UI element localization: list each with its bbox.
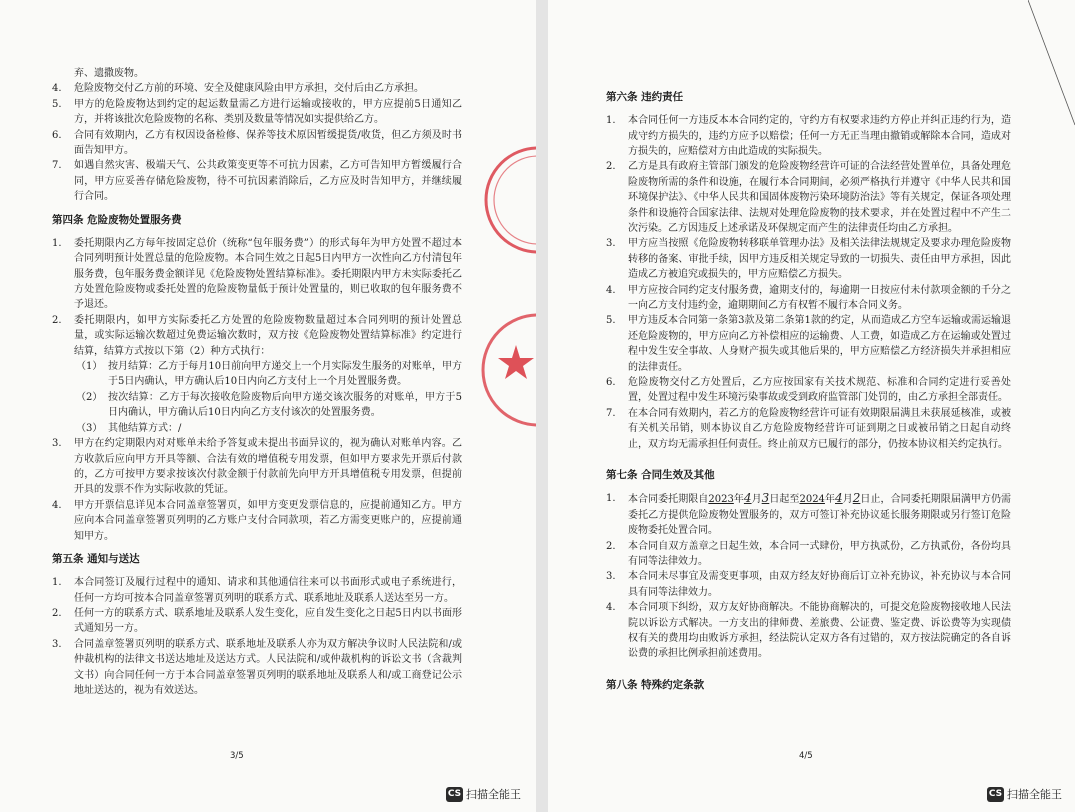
clause-item-text: 甲方在约定期限内对对账单未给予答复或未提出书面异议的，视为确认对账单内容。乙方收款后应向甲方开具等额、合法有效的增值税专用发票，但如甲方要求先开票后付款的，乙方可按甲方要求按该次付款金额于付款前先向甲方开具增值税专用发票，但提前开具的发票不作为实际收款的凭证。 bbox=[74, 438, 462, 496]
clause-item-text: 合同盖章签署页列明的联系方式、联系地址及联系人亦为双方解决争议时人民法院和/或仲裁机构的法律文书送达地址及送达方式。人民法院和/或仲裁机构的诉讼文书（含裁判文书）向合同任何一方于本合同盖章签署页列明的联系地址及联系人和/或工商登记公示地址送达的，视为有效送达。 bbox=[74, 638, 462, 696]
clause-item-number: 4. bbox=[606, 284, 616, 296]
camscanner-watermark bbox=[446, 786, 521, 802]
clause-item-text: 危险废物交付乙方前的环境、安全及健康风险由甲方承担，交付后由乙方承担。 bbox=[74, 83, 424, 95]
clause-item-number: 1. bbox=[606, 115, 616, 127]
clause-item-number: 4. bbox=[606, 602, 616, 614]
settlement-option bbox=[52, 390, 462, 421]
clause-item bbox=[606, 236, 1011, 282]
clause-item-text: 本合同任何一方违反本本合同约定的，守约方有权要求违约方停止并纠正违约行为，造成守约方损失的，违约方应予以赔偿；任何一方无正当理由撤销或解除本合同，造成对方损失的，应赔偿对方由此造成的实际损失。 bbox=[628, 115, 1011, 157]
left-page-content bbox=[52, 66, 462, 698]
clause-item-text: 委托期限内，如甲方实际委托乙方处置的危险废物数量超过本合同列明的预计处置总量，或实际运输次数超过免费运输次数时，双方按《危险废物处置结算标准》约定进行结算，结算方式按以下第（2）种方式执行： bbox=[74, 314, 462, 357]
section-5-heading: 第五条 通知与送达 bbox=[52, 552, 140, 565]
camscanner-logo-icon: CS bbox=[446, 787, 463, 802]
clause-item-number: 4. bbox=[52, 83, 62, 95]
settlement-option-text: 按次结算：乙方于每次接收危险废物后向甲方递交该次服务的对账单，甲方于5日内确认，甲方确认后10日内向乙方支付该次的处置服务费。 bbox=[108, 391, 462, 419]
page-number: 4/5 bbox=[799, 751, 813, 761]
camscanner-label: 扫描全能王 bbox=[466, 788, 521, 801]
clause-item-text: 甲方的危险废物达到约定的起运数量需乙方进行运输或接收的，甲方应提前5日通知乙方，并将该批次危险废物的名称、类别及数量等情况如实提供给乙方。 bbox=[74, 98, 462, 126]
page-corner-line bbox=[1028, 0, 1075, 130]
clause-item bbox=[606, 539, 1011, 570]
right-page-content bbox=[606, 82, 1011, 701]
settlement-option-number: （2） bbox=[76, 391, 103, 403]
section-7-list bbox=[606, 539, 1011, 662]
clause-item bbox=[52, 637, 462, 699]
clause-item-number: 2. bbox=[606, 540, 616, 552]
end-day-handwritten: 2 bbox=[852, 491, 861, 506]
section-6-heading: 第六条 违约责任 bbox=[606, 91, 684, 103]
clause-item bbox=[606, 406, 1011, 452]
clause-item-text: 甲方违反本合同第一条第3款及第二条第1款的约定，从而造成乙方空车运输或需运输退还危险废物的，甲方应向乙方补偿相应的运输费、人工费，如造成乙方在运输或处置过程中发生安全事故、人身财产损失或其他后果的，甲方应赔偿乙方经济损失并承担相应的法律责任。 bbox=[628, 315, 1011, 373]
settlement-option bbox=[52, 421, 462, 436]
clause-item-number: 3. bbox=[606, 571, 616, 583]
right-document-page bbox=[548, 0, 1075, 812]
clause-item-text: 合同有效期内，乙方有权因设备检修、保养等技术原因暂缓提货/收货，但乙方须及时书面告知甲方。 bbox=[74, 129, 462, 157]
clause-item bbox=[606, 113, 1011, 159]
clause-item bbox=[52, 436, 462, 498]
clause-item-text: 本合同签订及履行过程中的通知、请求和其他通信往来可以书面形式或电子系统进行，任何一方均可按本合同盖章签署页列明的联系方式、联系地址及联系人送达至另一方。 bbox=[74, 577, 462, 604]
clause-item bbox=[52, 575, 462, 606]
clause-item-number: 2. bbox=[52, 607, 62, 619]
clause-item-number: 6. bbox=[52, 129, 62, 141]
clause-item bbox=[52, 97, 462, 128]
clause-item bbox=[52, 606, 462, 637]
start-month-handwritten: 4 bbox=[743, 491, 752, 506]
clause-item-number: 2. bbox=[52, 314, 62, 326]
start-day-handwritten: 3 bbox=[761, 491, 770, 506]
clause-item-number: 3. bbox=[52, 438, 62, 450]
clause-item-number: 5. bbox=[606, 315, 616, 327]
clause-item bbox=[52, 158, 462, 204]
clause-item-number bbox=[52, 66, 74, 81]
start-year: 2023 bbox=[708, 494, 734, 506]
settlement-option-text: 按月结算：乙方于每月10日前向甲方递交上一个月实际发生服务的对账单，甲方于5日内确认，甲方确认后10日内向乙方支付上一个月处置服务费。 bbox=[108, 361, 462, 388]
clause-item-number: 1. bbox=[52, 577, 62, 589]
settlement-option-text: 其他结算方式：/ bbox=[108, 422, 182, 434]
section-7-item-1: 1. 本合同委托期限自2023年4月3日起至2024年4月2日止，合同委托期限届满甲方仍需委托乙方提供危险废物处置服务的，双方可签订补充协议延长服务期限或另行签订危险废物委托处置合同。 bbox=[606, 491, 1012, 537]
end-month-handwritten: 4 bbox=[835, 491, 843, 506]
clause-item bbox=[606, 569, 1011, 600]
company-seal-fragment bbox=[478, 140, 536, 460]
clause-item-text: 委托期限内乙方每年按固定总价（统称“包年服务费”）的形式每年为甲方处置不超过本合同列明预计处置总量的危险废物。本合同生效之日起5日内甲方一次性向乙方付清包年服务费，包年服务费金额详见《危险废物处置结算标准》。委托期限内甲方未实际委托乙方处置危险废物或委托处置的危险废物量低于预计处置量的，则已收取的包年服务费不予退还。 bbox=[74, 237, 462, 311]
clause-item-number: 5. bbox=[52, 98, 62, 110]
clause-item-text: 在本合同有效期内，若乙方的危险废物经营许可证有效期限届满且未获展延核准，或被有关机关吊销，则本协议自乙方危险废物经营许可证到期之日或被吊销之日起自动终止，双方均无需承担任何责任。终止前双方已履行的部分，仍按本协议相关约定执行。 bbox=[628, 407, 1011, 450]
clause-item bbox=[52, 236, 462, 313]
clause-item bbox=[606, 283, 1011, 314]
section-4-settlement-options bbox=[52, 359, 462, 436]
clause-item-number: 7. bbox=[52, 160, 62, 172]
clause-item-number: 2. bbox=[606, 161, 616, 173]
camscanner-label: 扫描全能王 bbox=[1007, 788, 1062, 801]
clause-item-text: 危险废物交付乙方处置后，乙方应按国家有关技术规范、标准和合同约定进行妥善处置，处置过程中发生环境污染事故或受到政府监管部门处罚的，由乙方承担全部责任。 bbox=[628, 377, 1011, 404]
camscanner-watermark bbox=[987, 786, 1062, 802]
clause-item-number: 3. bbox=[606, 238, 616, 250]
section-8-heading: 第八条 特殊约定条款 bbox=[606, 678, 705, 691]
section-4-list-continued bbox=[52, 436, 462, 544]
clause-item-number: 7. bbox=[606, 407, 616, 419]
clause-item-text: 本合同未尽事宜及需变更事项，由双方经友好协商后订立补充协议，补充协议与本合同具有同等法律效力。 bbox=[628, 571, 1011, 598]
section-5-list bbox=[52, 575, 462, 698]
camscanner-logo-icon: CS bbox=[987, 787, 1004, 802]
clause-item-number: 3. bbox=[52, 638, 62, 650]
end-year: 2024 bbox=[799, 494, 825, 506]
clause-item bbox=[606, 375, 1011, 406]
clause-item-text: 弃、遗撒废物。 bbox=[74, 68, 144, 79]
clause-item-number: 1. bbox=[52, 237, 62, 249]
clause-3-continuation-list bbox=[52, 66, 462, 205]
clause-item-text: 甲方应当按照《危险废物转移联单管理办法》及相关法律法规规定及要求办理危险废物转移的备案、审批手续，因甲方违反相关规定导致的一切损失、责任由甲方承担，因此造成乙方被追究或损失的，甲方应赔偿乙方损失。 bbox=[628, 238, 1011, 281]
clause-item-text: 乙方是具有政府主管部门颁发的危险废物经营许可证的合法经营处置单位，具备处理危险废物所需的条件和设施，在履行本合同期间，必须严格执行并遵守《中华人民共和国环境保护法》、《中华人民共和国固体废物污染环境防治法》等有关规定，保证各项处理条件和设施符合国家法律、法规对处理危险废物的技术要求，并在处置过程中不产生二次污染。乙方因违反上述承诺及环保规定而产生的法律责任均由乙方承担。 bbox=[628, 161, 1011, 235]
clause-item-number: 4. bbox=[52, 499, 62, 511]
clause-item-text: 本合同项下纠纷，双方友好协商解决。不能协商解决的，可提交危险废物接收地人民法院以诉讼方式解决。一方支出的律师费、差旅费、公证费、鉴定费、诉讼费等为实现债权有关的费用均由败诉方承担，经法院认定双方各有过错的，双方按法院确定的各自诉讼费的承担比例承担前述费用。 bbox=[628, 602, 1011, 660]
clause-item-text: 如遇自然灾害、极端天气、公共政策变更等不可抗力因素，乙方可告知甲方暂缓履行合同，甲方应妥善存储危险废物，待不可抗因素消除后，乙方应及时告知甲方，并继续履行合同。 bbox=[74, 160, 462, 203]
section-4-heading: 第四条 危险废物处置服务费 bbox=[52, 213, 182, 226]
settlement-option-number: （3） bbox=[76, 422, 103, 434]
page-number: 3/5 bbox=[230, 751, 244, 761]
clause-item bbox=[52, 81, 462, 96]
clause-item bbox=[606, 600, 1011, 662]
clause-item bbox=[52, 128, 462, 159]
clause-item-text: 任何一方的联系方式、联系地址及联系人发生变化，应自发生变化之日起5日内以书面形式通知另一方。 bbox=[74, 607, 462, 635]
clause-item-text: 甲方开票信息详见本合同盖章签署页，如甲方变更发票信息的，应提前通知乙方。甲方应向本合同盖章签署页列明的乙方账户支付合同款项，若乙方需变更账户的，应提前通知甲方。 bbox=[74, 499, 462, 542]
clause-item bbox=[606, 313, 1011, 375]
clause-item-number: 6. bbox=[606, 377, 616, 389]
settlement-option-number: （1） bbox=[76, 361, 103, 373]
clause-item bbox=[52, 498, 462, 544]
clause-item bbox=[606, 159, 1011, 236]
left-document-page bbox=[0, 0, 536, 812]
clause-item bbox=[52, 313, 462, 359]
settlement-option bbox=[52, 359, 462, 390]
section-7-heading: 第七条 合同生效及其他 bbox=[606, 469, 715, 482]
section-6-list bbox=[606, 113, 1011, 452]
clause-item-text: 本合同自双方盖章之日起生效，本合同一式肆份，甲方执贰份，乙方执贰份，各份均具有同等法律效力。 bbox=[628, 540, 1011, 567]
section-4-list bbox=[52, 236, 462, 359]
clause-item bbox=[52, 66, 462, 81]
clause-item-text: 甲方应按合同约定支付服务费，逾期支付的，每逾期一日按应付未付款项金额的千分之一向乙方支付违约金，逾期期间乙方有权暂不履行本合同义务。 bbox=[628, 284, 1011, 312]
